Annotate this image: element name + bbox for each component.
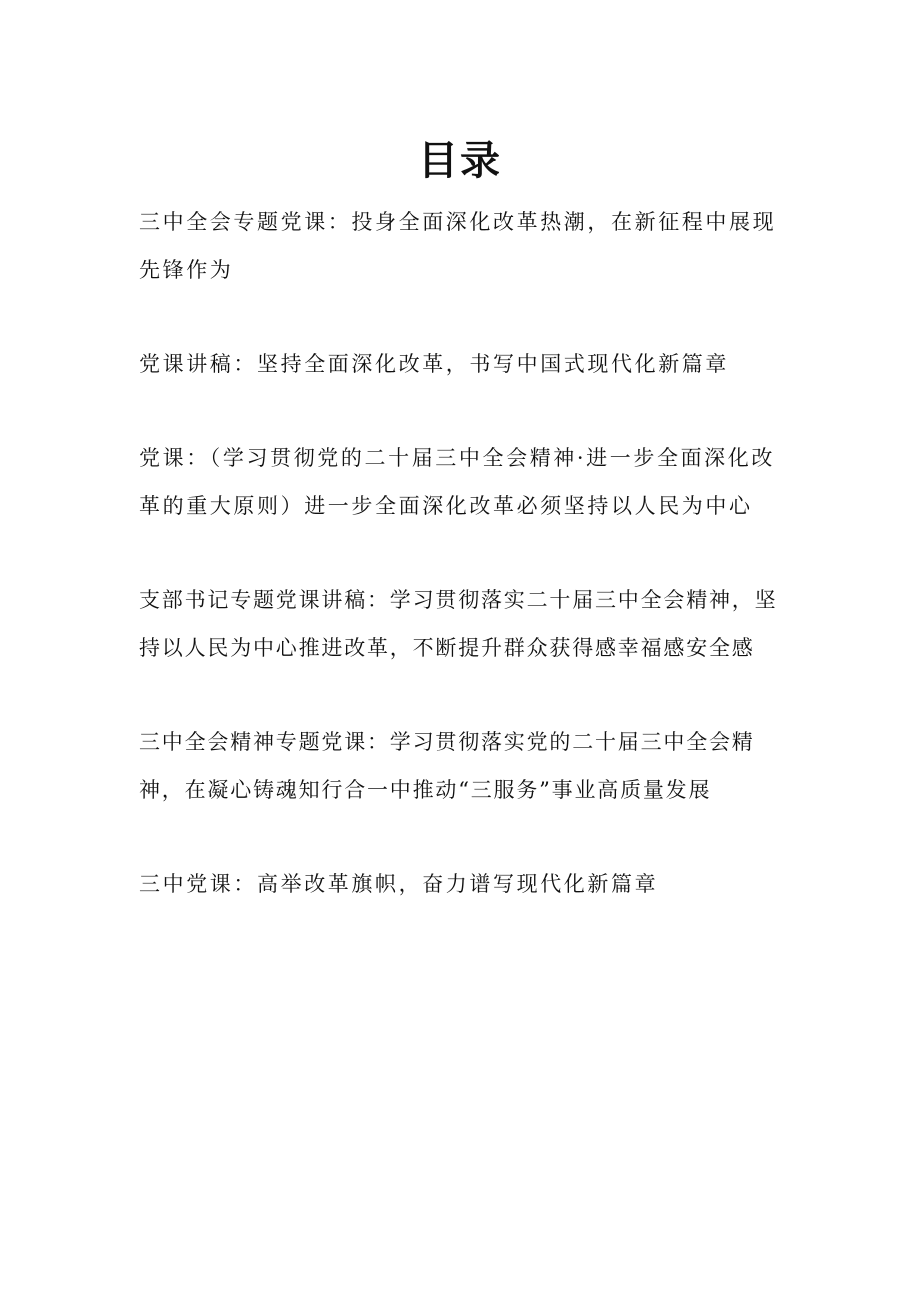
toc-entry[interactable]: 党课讲稿：坚持全面深化改革，书写中国式现代化新篇章 [139,352,729,376]
toc-title: 目录 [418,138,502,184]
toc-entry[interactable]: 党课：（学习贯彻党的二十届三中全会精神·进一步全面深化改革的重大原则）进一步全面深化改革必须坚持以人民为中心 [139,446,775,518]
toc-entry[interactable]: 支部书记专题党课讲稿：学习贯彻落实二十届三中全会精神，坚持以人民为中心推进改革，不断提升群众获得感幸福感安全感 [139,588,778,660]
toc-entry[interactable]: 三中党课：高举改革旗帜，奋力谱写现代化新篇章 [139,872,659,896]
toc-list [139,198,795,954]
toc-entry[interactable]: 三中全会专题党课：投身全面深化改革热潮，在新征程中展现先锋作为 [139,210,777,282]
toc-entry[interactable]: 三中全会精神专题党课：学习贯彻落实党的二十届三中全会精神，在凝心铸魂知行合一中推动“三服务”事业高质量发展 [139,730,755,802]
